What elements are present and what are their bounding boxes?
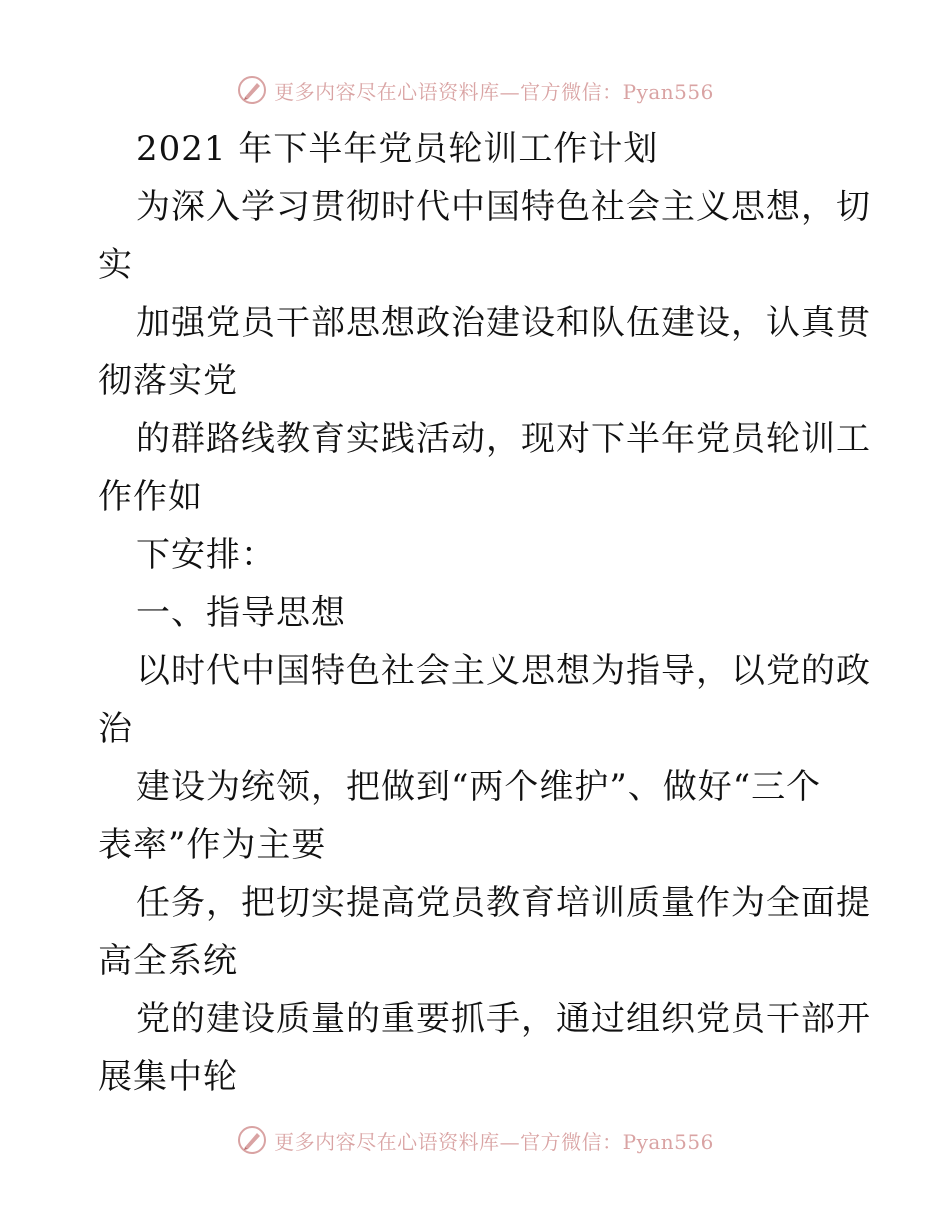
watermark-text: 更多内容尽在心语资料库—官方微信：Pyan556 — [274, 79, 714, 104]
watermark-header — [0, 70, 950, 110]
text-line: 建设为统领，把做到“两个维护”、做好“三个 — [136, 767, 822, 807]
text-line: 一、指导思想 — [136, 593, 346, 633]
text-line: 2021 年下半年党员轮训工作计划 — [136, 129, 659, 169]
pen-logo-icon — [236, 74, 268, 106]
text-line: 的群路线教育实践活动，现对下半年党员轮训工 — [136, 419, 871, 459]
text-line: 表率”作为主要 — [98, 825, 327, 865]
pen-logo-icon — [236, 1124, 268, 1156]
document-body — [98, 120, 871, 1106]
text-line: 治 — [98, 709, 133, 749]
text-line: 加强党员干部思想政治建设和队伍建设，认真贯 — [136, 303, 871, 343]
text-line: 展集中轮 — [98, 1057, 238, 1097]
text-line: 以时代中国特色社会主义思想为指导，以党的政 — [136, 651, 871, 691]
text-line: 实 — [98, 245, 133, 285]
watermark-text: 更多内容尽在心语资料库—官方微信：Pyan556 — [274, 1129, 714, 1154]
text-line: 高全系统 — [98, 941, 238, 981]
text-line: 彻落实党 — [98, 361, 238, 401]
text-line: 为深入学习贯彻时代中国特色社会主义思想，切 — [136, 187, 871, 227]
text-line: 下安排： — [136, 535, 276, 575]
text-line: 任务，把切实提高党员教育培训质量作为全面提 — [136, 883, 871, 923]
text-line: 作作如 — [98, 477, 203, 517]
text-line: 党的建设质量的重要抓手，通过组织党员干部开 — [136, 999, 871, 1039]
watermark-footer — [0, 1120, 950, 1160]
